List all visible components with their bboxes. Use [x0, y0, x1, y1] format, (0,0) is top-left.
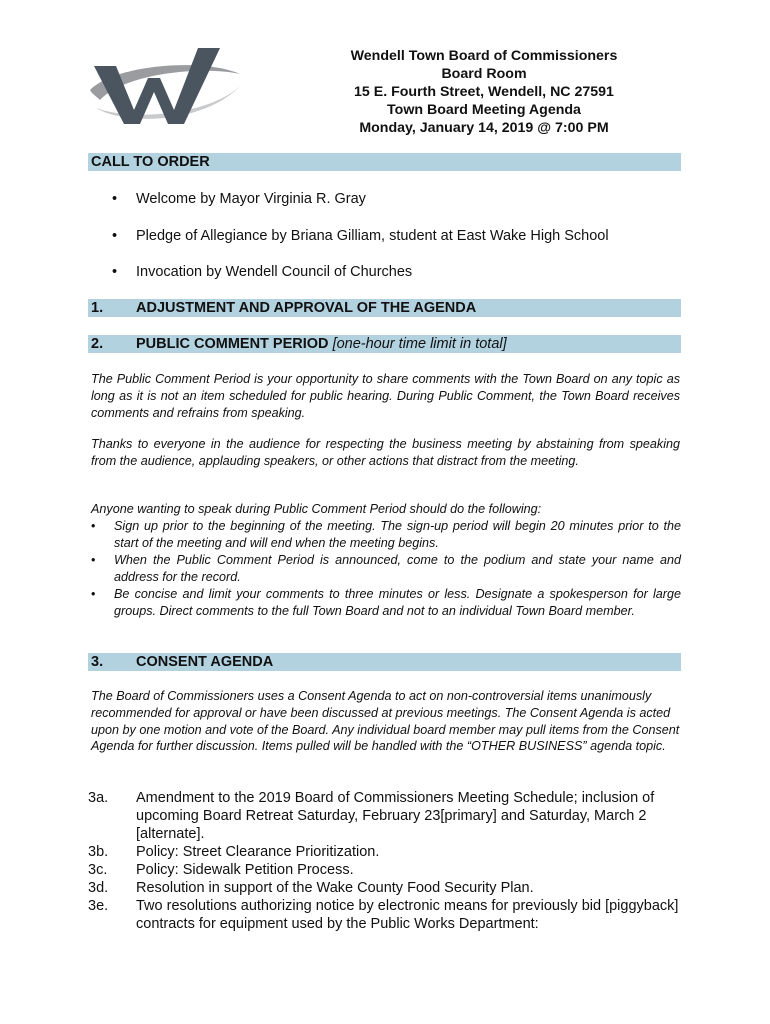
agenda-item-3d — [88, 879, 683, 897]
agenda-item-3e — [88, 897, 683, 933]
agenda-item-label: 3b. — [88, 844, 109, 860]
section-3-header — [88, 653, 681, 671]
bullet-marker: • — [91, 553, 96, 567]
list-item-text: Pledge of Allegiance by Briana Gilliam, student at East Wake High School — [136, 228, 609, 244]
header-date-time: Monday, January 14, 2019 @ 7:00 PM — [359, 120, 609, 136]
bullet-marker: • — [91, 587, 96, 601]
section-title: CALL TO ORDER — [91, 154, 210, 170]
agenda-item-3a — [88, 789, 683, 843]
agenda-item-text: Policy: Sidewalk Petition Process. — [136, 862, 354, 878]
public-comment-instructions: Anyone wanting to speak during Public Comment Period should do the following: — [91, 502, 542, 516]
agenda-item-text: Amendment to the 2019 Board of Commissioners Meeting Schedule; inclusion of upcoming Board Retreat Saturday, February 23[primary] and Saturday, March 2 [alternate]. — [136, 790, 655, 842]
list-item — [91, 586, 681, 620]
list-item-text: Welcome by Mayor Virginia R. Gray — [136, 191, 366, 207]
list-item-text: Sign up prior to the beginning of the meeting. The sign-up period will begin 20 minutes prior to the start of the meeting and will end when the meeting begins. — [114, 519, 681, 550]
list-item-text: Invocation by Wendell Council of Churches — [136, 264, 413, 280]
section-note: [one-hour time limit in total] — [332, 336, 507, 352]
wendell-logo — [86, 44, 244, 128]
section-title: ADJUSTMENT AND APPROVAL OF THE AGENDA — [136, 300, 477, 316]
header-board-name: Wendell Town Board of Commissioners — [350, 48, 618, 64]
bullet-marker: • — [112, 264, 118, 280]
agenda-item-text: Resolution in support of the Wake County Food Security Plan. — [136, 880, 534, 896]
agenda-item-label: 3a. — [88, 790, 109, 806]
public-comment-thanks: Thanks to everyone in the audience for respecting the business meeting by abstaining from speaking from the audience, applauding speakers, or other actions that distract from the meeting. — [91, 437, 680, 468]
list-item — [91, 518, 681, 552]
bullet-marker: • — [112, 191, 118, 207]
agenda-item-label: 3d. — [88, 880, 109, 896]
agenda-item-3b — [88, 843, 683, 861]
section-2-header — [88, 335, 681, 353]
bullet-marker: • — [112, 228, 118, 244]
agenda-item-text: Two resolutions authorizing notice by electronic means for previously bid [piggyback] contracts for equipment used by the Public Works Department: — [136, 898, 679, 932]
meeting-header — [300, 47, 668, 137]
section-1-header — [88, 299, 681, 317]
section-call-to-order-header — [88, 153, 681, 171]
consent-agenda-description: The Board of Commissioners uses a Consent Agenda to act on non-controversial items unanimously recommended for approval or have been discussed at previous meetings. The Consent Agenda is acted upon by one motion and vote of the Board. Any individual board member may pull items from the Consent Agenda for further discussion. Items pulled will be handled with the “OTHER BUSINESS” agenda topic. — [91, 689, 680, 754]
section-number: 2. — [91, 336, 104, 352]
section-number: 3. — [91, 654, 104, 670]
agenda-item-3c — [88, 861, 683, 879]
list-item — [91, 552, 681, 586]
section-title: CONSENT AGENDA — [136, 654, 274, 670]
agenda-item-label: 3c. — [88, 862, 108, 878]
list-item-text: Be concise and limit your comments to three minutes or less. Designate a spokesperson for large groups. Direct comments to the full Town Board and not to an individual Town Board member. — [114, 587, 681, 618]
bullet-marker: • — [91, 519, 96, 533]
list-item-text: When the Public Comment Period is announced, come to the podium and state your name and address for the record. — [114, 553, 681, 584]
agenda-item-text: Policy: Street Clearance Prioritization. — [136, 844, 380, 860]
agenda-item-label: 3e. — [88, 898, 109, 914]
header-agenda-title: Town Board Meeting Agenda — [387, 102, 581, 118]
section-title: PUBLIC COMMENT PERIOD — [136, 336, 329, 352]
section-number: 1. — [91, 300, 104, 316]
header-room: Board Room — [441, 66, 527, 82]
header-address: 15 E. Fourth Street, Wendell, NC 27591 — [354, 84, 614, 100]
public-comment-intro: The Public Comment Period is your opportunity to share comments with the Town Board on any topic as long as it is not an item scheduled for public hearing. During Public Comment, the Town Board receives comments and refrains from speaking. — [91, 372, 680, 420]
